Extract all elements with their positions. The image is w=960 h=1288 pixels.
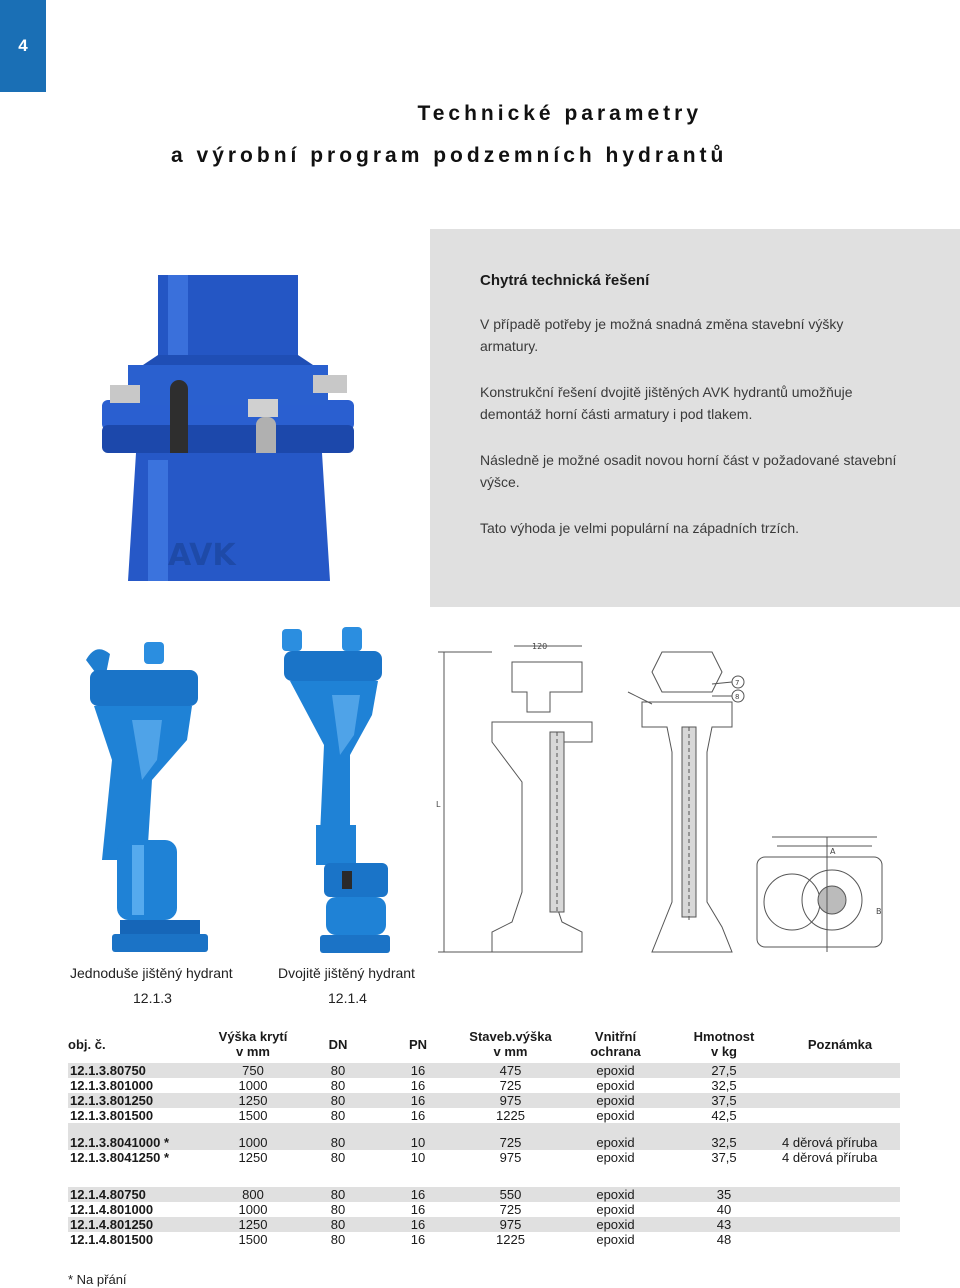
cell-code: 12.1.3.8041000 * bbox=[68, 1135, 208, 1150]
cell-pn: 16 bbox=[378, 1217, 458, 1232]
cell-prot: epoxid bbox=[596, 1150, 635, 1165]
cell-kg: 48 bbox=[716, 1232, 732, 1247]
cell-pn: 10 bbox=[378, 1135, 458, 1150]
cell-cover: 1000 bbox=[238, 1202, 268, 1217]
cell-code: 12.1.4.80750 bbox=[68, 1187, 208, 1202]
cell-cover: 1250 bbox=[208, 1093, 298, 1108]
col-header-pn: PN bbox=[408, 1036, 428, 1052]
dim-a-label: A bbox=[830, 847, 836, 856]
cell-prot: epoxid bbox=[563, 1187, 668, 1202]
single-hydrant-image bbox=[72, 640, 212, 955]
cell-height: 550 bbox=[458, 1187, 563, 1202]
table-row bbox=[68, 1187, 900, 1202]
cell-height: 725 bbox=[499, 1202, 522, 1217]
cell-kg: 32,5 bbox=[711, 1078, 737, 1093]
callout-7: 7 bbox=[735, 679, 740, 687]
cell-pn: 16 bbox=[410, 1232, 426, 1247]
cell-pn: 16 bbox=[410, 1108, 426, 1123]
cell-dn: 80 bbox=[330, 1232, 346, 1247]
cell-cover: 1250 bbox=[238, 1150, 268, 1165]
info-paragraph: Následně je možné osadit novou horní část v požadované stavební výšce. bbox=[480, 452, 897, 490]
cell-kg: 37,5 bbox=[711, 1150, 737, 1165]
cell-height: 725 bbox=[458, 1135, 563, 1150]
cell-dn: 80 bbox=[298, 1063, 378, 1078]
table-spacer-row bbox=[68, 1165, 900, 1187]
cell-code: 12.1.3.8041250 * bbox=[70, 1150, 170, 1165]
col-header-weight: Hmotnost v kg bbox=[693, 1029, 755, 1059]
col-header-note: Poznámka bbox=[807, 1036, 873, 1052]
flange-detail-photo bbox=[98, 275, 360, 581]
table-row bbox=[68, 1135, 900, 1150]
table-row bbox=[68, 1150, 900, 1165]
cell-dn: 80 bbox=[330, 1202, 346, 1217]
cell-height: 725 bbox=[499, 1078, 522, 1093]
cell-kg: 40 bbox=[716, 1202, 732, 1217]
info-paragraph: Tato výhoda je velmi populární na západních trzích. bbox=[480, 520, 800, 536]
cell-note bbox=[780, 1093, 900, 1108]
cell-dn: 80 bbox=[298, 1135, 378, 1150]
cell-cover: 1500 bbox=[238, 1108, 268, 1123]
cell-pn: 16 bbox=[410, 1078, 426, 1093]
callout-8: 8 bbox=[735, 693, 740, 701]
table-row bbox=[68, 1078, 900, 1093]
dim-b-label: B bbox=[876, 907, 882, 916]
cell-height: 975 bbox=[458, 1093, 563, 1108]
page-title-line2: a výrobní program podzemních hydrantů bbox=[171, 144, 728, 167]
table-row bbox=[68, 1108, 900, 1123]
cell-prot: epoxid bbox=[596, 1108, 635, 1123]
table-row bbox=[68, 1202, 900, 1217]
cell-cover: 750 bbox=[208, 1063, 298, 1078]
cell-dn: 80 bbox=[298, 1187, 378, 1202]
double-hydrant-image bbox=[280, 625, 390, 955]
page-number-badge: 4 bbox=[0, 0, 46, 92]
cell-kg: 37,5 bbox=[668, 1093, 780, 1108]
cell-height: 975 bbox=[499, 1150, 522, 1165]
single-hydrant-caption: Jednoduše jištěný hydrant bbox=[70, 965, 233, 981]
svg-text:AVK: AVK bbox=[168, 538, 236, 573]
cell-prot: epoxid bbox=[563, 1093, 668, 1108]
dim-l-label: L bbox=[436, 800, 441, 809]
spacer-cell bbox=[68, 1165, 900, 1187]
cell-dn: 80 bbox=[298, 1093, 378, 1108]
spacer-cell bbox=[68, 1123, 900, 1135]
cell-cover: 800 bbox=[208, 1187, 298, 1202]
cell-code: 12.1.4.801000 bbox=[70, 1202, 154, 1217]
cell-height: 1225 bbox=[496, 1232, 525, 1247]
col-header-height: Staveb.výška v mm bbox=[469, 1029, 552, 1059]
cell-code: 12.1.3.801500 bbox=[70, 1108, 154, 1123]
table-row bbox=[68, 1217, 900, 1232]
cell-code: 12.1.3.801000 bbox=[70, 1078, 154, 1093]
cell-pn: 16 bbox=[378, 1063, 458, 1078]
col-header-cover: Výška krytí v mm bbox=[218, 1029, 288, 1059]
table-row bbox=[68, 1093, 900, 1108]
cell-prot: epoxid bbox=[596, 1202, 635, 1217]
cell-pn: 16 bbox=[378, 1187, 458, 1202]
page-title-line1: Technické parametry bbox=[417, 102, 702, 125]
cell-note bbox=[780, 1078, 900, 1093]
col-header-protection: Vnitřní ochrana bbox=[590, 1029, 641, 1059]
cell-note bbox=[780, 1217, 900, 1232]
cell-kg: 43 bbox=[668, 1217, 780, 1232]
cell-note bbox=[780, 1063, 900, 1078]
info-paragraph: V případě potřeby je možná snadná změna stavební výšky armatury. bbox=[480, 316, 844, 354]
cell-code: 12.1.3.80750 bbox=[68, 1063, 208, 1078]
info-paragraph: Konstrukční řešení dvojitě jištěných AVK hydrantů umožňuje demontáž horní části armatury i pod tlakem. bbox=[480, 384, 853, 422]
cell-pn: 10 bbox=[410, 1150, 426, 1165]
cell-cover: 1250 bbox=[208, 1217, 298, 1232]
cell-cover: 1500 bbox=[238, 1232, 268, 1247]
cell-note bbox=[780, 1108, 900, 1123]
cell-pn: 16 bbox=[410, 1202, 426, 1217]
single-hydrant-code: 12.1.3 bbox=[133, 990, 172, 1006]
cell-cover: 1000 bbox=[238, 1078, 268, 1093]
cell-pn: 16 bbox=[378, 1093, 458, 1108]
cell-dn: 80 bbox=[330, 1078, 346, 1093]
product-table bbox=[68, 1025, 900, 1247]
cell-dn: 80 bbox=[298, 1217, 378, 1232]
cell-height: 975 bbox=[458, 1217, 563, 1232]
cell-prot: epoxid bbox=[563, 1135, 668, 1150]
cell-cover: 1000 bbox=[208, 1135, 298, 1150]
cell-kg: 27,5 bbox=[668, 1063, 780, 1078]
footnote: * Na přání bbox=[68, 1272, 127, 1287]
cell-height: 1225 bbox=[496, 1108, 525, 1123]
cell-code: 12.1.4.801250 bbox=[68, 1217, 208, 1232]
cell-code: 12.1.4.801500 bbox=[70, 1232, 154, 1247]
cell-kg: 35 bbox=[668, 1187, 780, 1202]
cell-note: 4 děrová příruba bbox=[782, 1150, 878, 1165]
cell-height: 475 bbox=[458, 1063, 563, 1078]
table-spacer-row bbox=[68, 1123, 900, 1135]
cell-kg: 32,5 bbox=[668, 1135, 780, 1150]
cell-prot: epoxid bbox=[563, 1217, 668, 1232]
technical-drawing bbox=[432, 632, 902, 962]
cell-dn: 80 bbox=[330, 1150, 346, 1165]
cell-prot: epoxid bbox=[596, 1078, 635, 1093]
cell-note bbox=[780, 1202, 900, 1217]
dim-top-label: 120 bbox=[532, 642, 548, 651]
double-hydrant-caption: Dvojitě jištěný hydrant bbox=[278, 965, 415, 981]
col-header-dn: DN bbox=[328, 1036, 348, 1052]
cell-prot: epoxid bbox=[563, 1063, 668, 1078]
info-panel-heading: Chytrá technická řešení bbox=[480, 272, 650, 289]
double-hydrant-code: 12.1.4 bbox=[328, 990, 367, 1006]
info-panel bbox=[480, 272, 900, 563]
table-header-row bbox=[68, 1025, 900, 1063]
cell-note bbox=[780, 1232, 900, 1247]
cell-note bbox=[780, 1187, 900, 1202]
cell-kg: 42,5 bbox=[711, 1108, 737, 1123]
cell-code: 12.1.3.801250 bbox=[68, 1093, 208, 1108]
table-row bbox=[68, 1232, 900, 1247]
col-header-code: obj. č. bbox=[68, 1036, 106, 1052]
cell-dn: 80 bbox=[330, 1108, 346, 1123]
table-row bbox=[68, 1063, 900, 1078]
cell-note: 4 děrová příruba bbox=[780, 1135, 900, 1150]
cell-prot: epoxid bbox=[596, 1232, 635, 1247]
